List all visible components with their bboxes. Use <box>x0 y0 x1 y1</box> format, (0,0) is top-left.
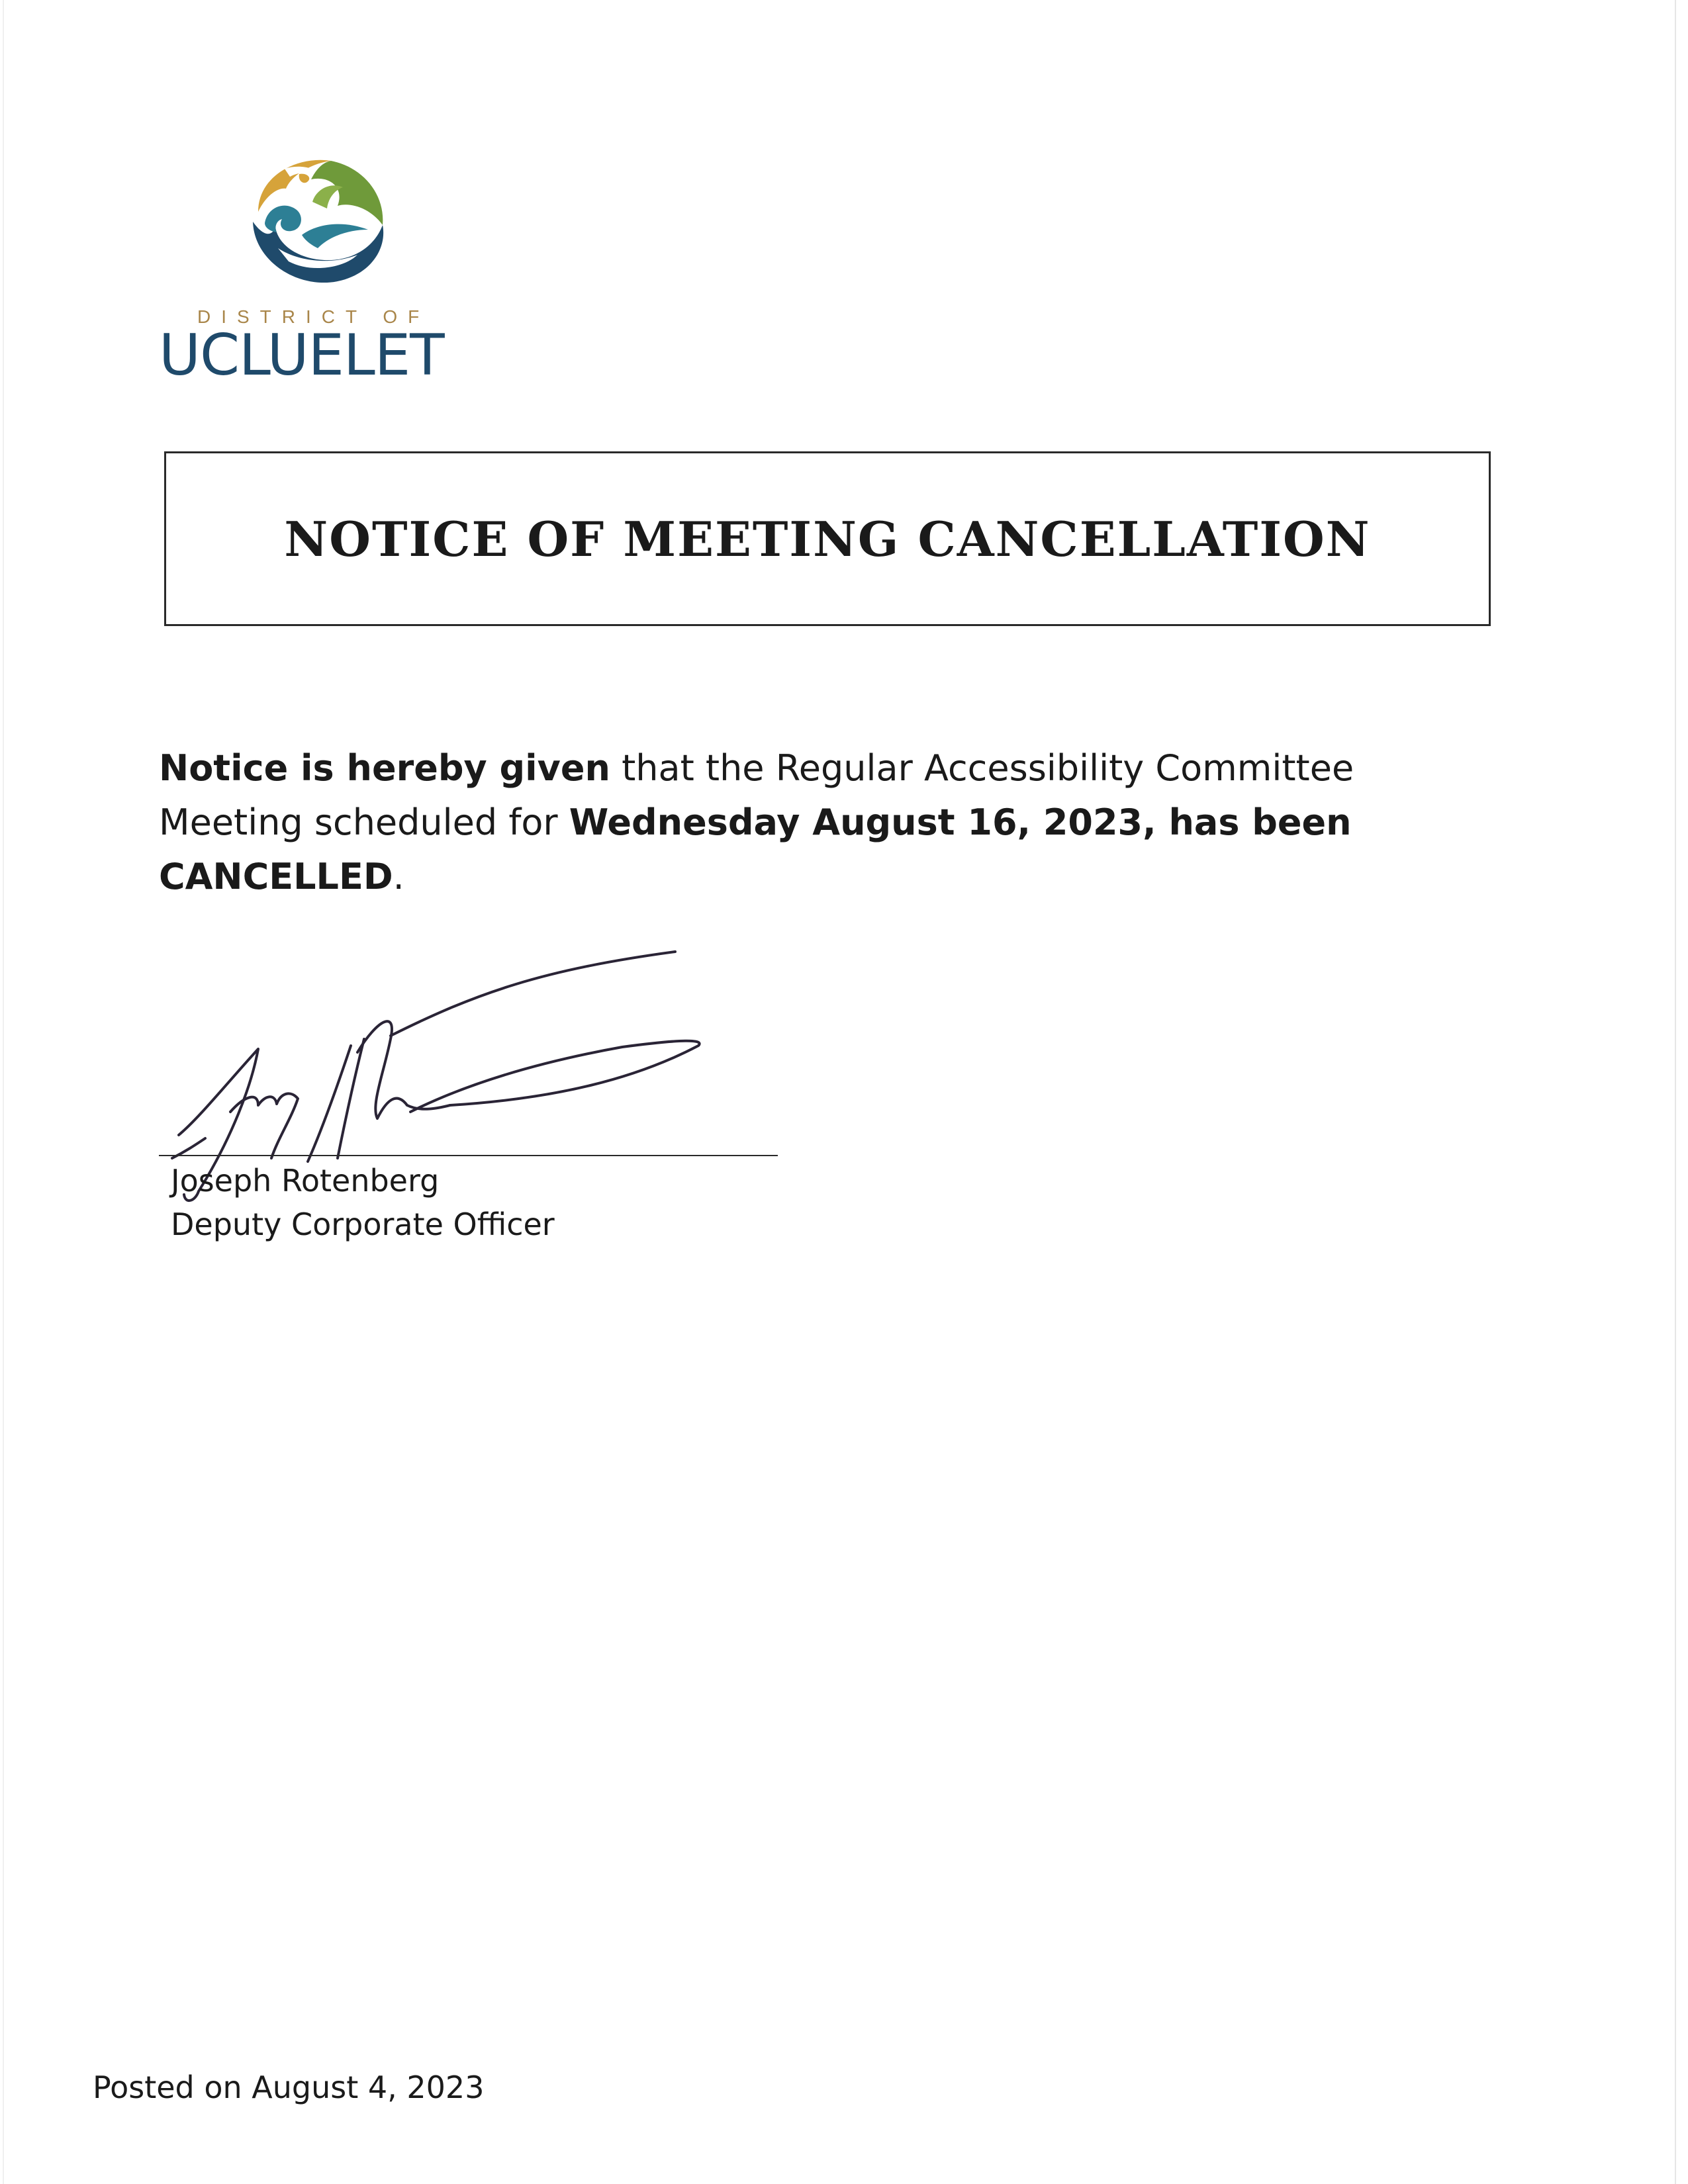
signer-title: Deputy Corporate Officer <box>171 1206 555 1242</box>
notice-end: . <box>393 856 404 897</box>
posted-date: Posted on August 4, 2023 <box>93 2070 485 2105</box>
title-box <box>164 451 1491 626</box>
notice-middle: that the Regular Accessibility Committee Meeting scheduled for <box>159 747 1354 843</box>
scan-edge-right <box>1675 0 1676 2184</box>
scan-edge-left <box>3 0 4 2184</box>
page-title: NOTICE OF MEETING CANCELLATION <box>284 510 1371 567</box>
signer-name: Joseph Rotenberg <box>171 1163 440 1199</box>
ucluelet-emblem-icon <box>238 149 391 288</box>
logo-name: UCLUELET <box>159 322 444 388</box>
district-logo <box>159 149 463 387</box>
signature-line <box>159 1155 778 1156</box>
notice-lead: Notice is hereby given <box>159 747 610 789</box>
logo-district-label: DISTRICT OF <box>197 306 430 327</box>
notice-date: Wednesday August 16, 2023, has been CANCELLED <box>159 801 1352 897</box>
notice-paragraph <box>159 741 1496 904</box>
